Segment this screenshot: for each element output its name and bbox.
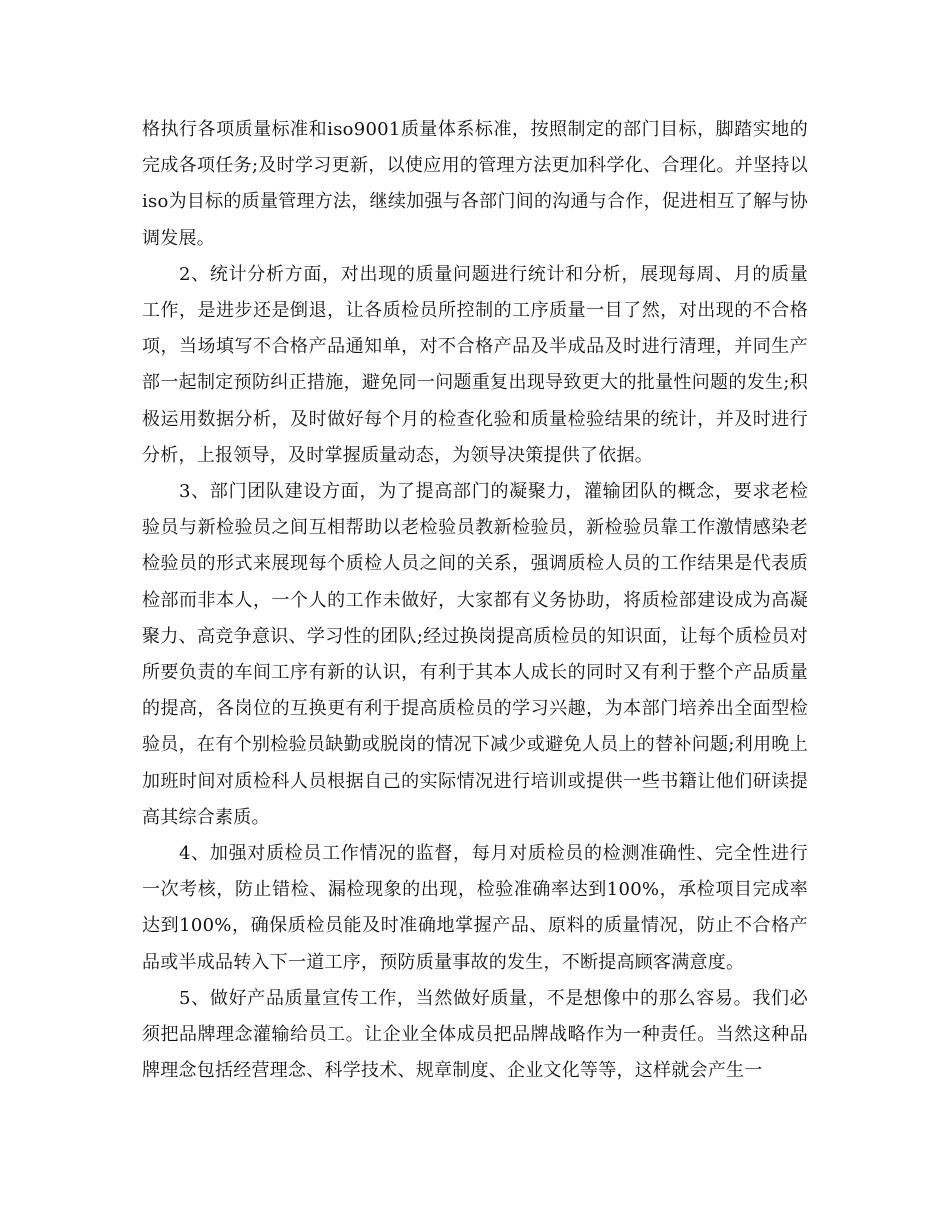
document-body (142, 112, 808, 1089)
paragraph-inspector-supervision: 4、加强对质检员工作情况的监督，每月对质检员的检测准确性、完全性进行一次考核，防止错检、漏检现象的出现，检验准确率达到100%，承检项目完成率达到100%，确保质检员能及时准确地掌握产品、原料的质量情况，防止不合格产品或半成品转入下一道工序，预防质量事故的发生，不断提高顾客满意度。 (142, 843, 808, 973)
paragraph-continuation: 格执行各项质量标准和iso9001质量体系标准，按照制定的部门目标，脚踏实地的完成各项任务;及时学习更新，以使应用的管理方法更加科学化、合理化。并坚持以iso为目标的质量管理方法，继续加强与各部门间的沟通与合作，促进相互了解与协调发展。 (142, 119, 808, 249)
paragraph-quality-promotion: 5、做好产品质量宣传工作，当然做好质量，不是想像中的那么容易。我们必须把品牌理念灌输给员工。让企业全体成员把品牌战略作为一种责任。当然这种品牌理念包括经营理念、科学技术、规章制度、企业文化等等，这样就会产生一 (142, 987, 808, 1082)
paragraph-statistical-analysis: 2、统计分析方面，对出现的质量问题进行统计和分析，展现每周、月的质量工作，是进步还是倒退，让各质检员所控制的工序质量一目了然，对出现的不合格项，当场填写不合格产品通知单，对不合格产品及半成品及时进行清理，并同生产部一起制定预防纠正措施，避免同一问题重复出现导致更大的批量性问题的发生;积极运用数据分析，及时做好每个月的检查化验和质量检验结果的统计，并及时进行分析，上报领导，及时掌握质量动态，为领导决策提供了依据。 (142, 263, 808, 466)
paragraph-team-building: 3、部门团队建设方面，为了提高部门的凝聚力，灌输团队的概念，要求老检验员与新检验员之间互相帮助以老检验员教新检验员，新检验员靠工作激情感染老检验员的形式来展现每个质检人员之间的关系，强调质检人员的工作结果是代表质检部而非本人，一个人的工作未做好，大家都有义务协助，将质检部建设成为高凝聚力、高竞争意识、学习性的团队;经过换岗提高质检员的知识面，让每个质检员对所要负责的车间工序有新的认识，有利于其本人成长的同时又有利于整个产品质量的提高，各岗位的互换更有利于提高质检员的学习兴趣，为本部门培养出全面型检验员，在有个别检验员缺勤或脱岗的情况下减少或避免人员上的替补问题;利用晚上加班时间对质检科人员根据自己的实际情况进行培训或提供一些书籍让他们研读提高其综合素质。 (142, 481, 808, 828)
